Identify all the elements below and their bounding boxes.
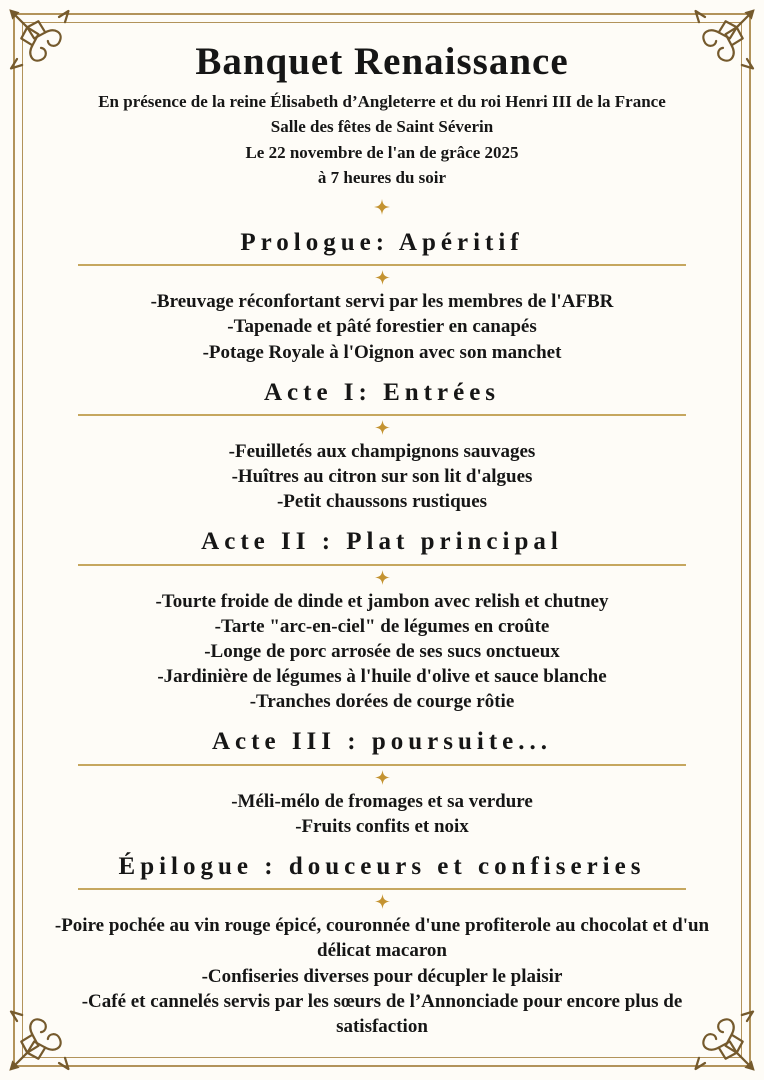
menu-item: -Tarte "arc-en-ciel" de légumes en croûte bbox=[214, 615, 550, 637]
menu-item: -Fruits confits et noix bbox=[295, 815, 469, 837]
menu-item-list bbox=[36, 289, 728, 364]
menu-item-list bbox=[36, 589, 728, 714]
section-acte-1 bbox=[36, 377, 728, 515]
menu-item-list bbox=[36, 439, 728, 514]
menu-item: -Petit chaussons rustiques bbox=[276, 491, 488, 513]
menu-item-list bbox=[36, 789, 728, 839]
section-title: Épilogue : douceurs et confiseries bbox=[118, 852, 646, 880]
menu-item: -Potage Royale à l'Oignon avec son manchet bbox=[202, 341, 562, 363]
divider-line bbox=[78, 414, 687, 416]
menu-item: -Tourte froide de dinde et jambon avec relish et chutney bbox=[155, 590, 609, 612]
event-detail-line: Salle des fêtes de Saint Séverin bbox=[270, 117, 494, 137]
event-detail-line: à 7 heures du soir bbox=[317, 168, 447, 188]
four-point-star-icon bbox=[375, 270, 390, 285]
four-point-star-icon bbox=[375, 770, 390, 785]
section-title: Prologue: Apéritif bbox=[240, 228, 524, 256]
divider-line bbox=[78, 764, 687, 766]
event-details bbox=[36, 89, 728, 191]
menu-item: -Poire pochée au vin rouge épicé, couronnée d'une profiterole au chocolat et d'un délicat macaron bbox=[54, 915, 710, 962]
menu-item: -Tapenade et pâté forestier en canapés bbox=[227, 316, 537, 338]
event-detail-line: Le 22 novembre de l'an de grâce 2025 bbox=[245, 142, 519, 162]
menu-item: -Méli-mélo de fromages et sa verdure bbox=[231, 790, 533, 812]
four-point-star-icon bbox=[374, 199, 390, 215]
page-title: Banquet Renaissance bbox=[195, 40, 569, 83]
section-epilogue bbox=[36, 851, 728, 1039]
four-point-star-icon bbox=[375, 894, 390, 909]
menu-item: -Breuvage réconfortant servi par les membres de l'AFBR bbox=[150, 291, 614, 313]
divider-line bbox=[78, 264, 687, 266]
four-point-star-icon bbox=[375, 420, 390, 435]
section-prologue bbox=[36, 227, 728, 365]
menu-item: -Longe de porc arrosée de ses sucs onctueux bbox=[204, 640, 560, 662]
section-acte-3 bbox=[36, 726, 728, 839]
menu-item: -Jardinière de légumes à l'huile d'olive et sauce blanche bbox=[157, 666, 607, 688]
menu-item: -Feuilletés aux champignons sauvages bbox=[228, 441, 536, 463]
section-title: Acte II : Plat principal bbox=[201, 528, 563, 556]
divider-line bbox=[78, 564, 687, 566]
menu-item: -Confiseries diverses pour décupler le plaisir bbox=[201, 965, 563, 987]
menu-content bbox=[36, 30, 728, 1039]
menu-item: -Tranches dorées de courge rôtie bbox=[249, 691, 515, 713]
four-point-star-icon bbox=[375, 570, 390, 585]
menu-item: -Café et cannelés servis par les sœurs de l’Annonciade pour encore plus de satisfaction bbox=[81, 990, 683, 1037]
divider-line bbox=[78, 888, 687, 890]
event-detail-line: En présence de la reine Élisabeth d’Angleterre et du roi Henri III de la France bbox=[98, 91, 666, 111]
menu-item: -Huîtres au citron sur son lit d'algues bbox=[231, 466, 533, 488]
section-acte-2 bbox=[36, 526, 728, 714]
section-title: Acte III : poursuite... bbox=[212, 728, 552, 756]
menu-item-list bbox=[36, 913, 728, 1038]
section-title: Acte I: Entrées bbox=[263, 378, 501, 406]
